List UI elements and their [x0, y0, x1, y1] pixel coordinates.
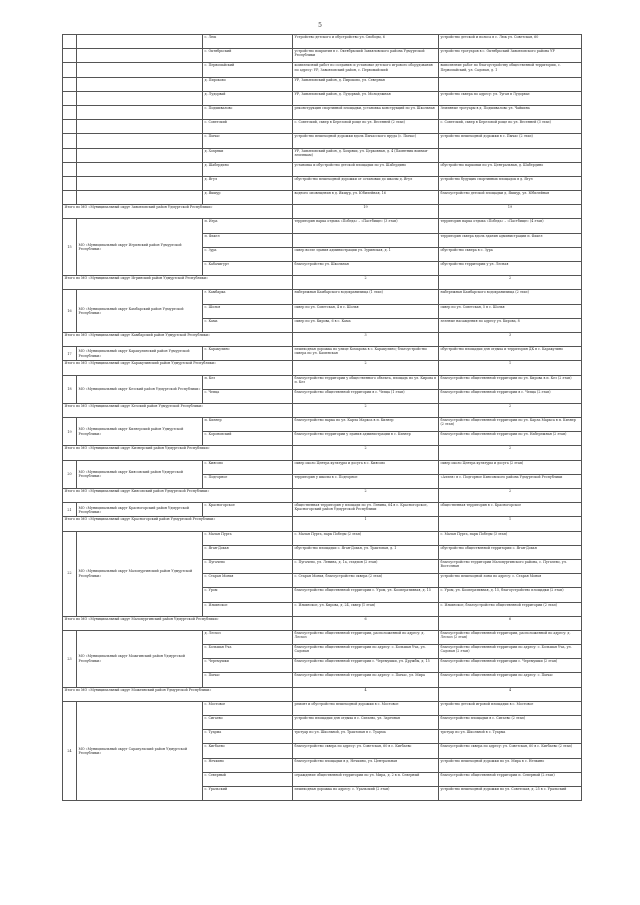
- works-2021: благоустройство площадки в д. Нечкино, ул. Центральная: [293, 758, 439, 772]
- total-label: Итого по МО «Муниципальный округ Каракулинский район Удмуртской Республики»: [63, 361, 293, 375]
- total-label: Итого по МО «Муниципальный округ Завьяловский район Удмуртской Республики»: [63, 205, 293, 219]
- works-2021: с. Старая Монья, благоустройство сквера (2 этап): [293, 574, 439, 588]
- table-row: [63, 630, 582, 644]
- total-row: [63, 403, 582, 417]
- total-count-2021: 3: [293, 332, 439, 346]
- total-label: Итого по МО «Муниципальный округ Игринский район Удмуртской Республики»: [63, 276, 293, 290]
- table-row: [63, 120, 582, 134]
- table-row: [63, 701, 582, 715]
- settlement-name: с. Шолья: [203, 304, 293, 318]
- total-count-2021: 4: [293, 687, 439, 701]
- table-row: [63, 191, 582, 205]
- total-count-2021: 2: [293, 403, 439, 417]
- works-2022: благоустройство общественной территории по ул. Кирова в п. Кез (2 этап): [439, 375, 582, 389]
- works-2021: благоустройство общественной территории с. Уром, ул. Кооперативная, д. 15: [293, 588, 439, 602]
- works-2022: устройство пешеходной зоны по адресу: с. Старая Монья: [439, 574, 582, 588]
- total-count-2022: 19: [439, 205, 582, 219]
- settlement-name: с. Мостовое: [203, 701, 293, 715]
- total-row: [63, 205, 582, 219]
- municipality-name: МО «Муниципальный округ Красногорский район Удмуртской Республики»: [77, 503, 203, 517]
- works-2021: ограждение общественной территории по ул. Мира, д. 2 в п. Северный: [293, 772, 439, 786]
- row-number: [63, 120, 77, 134]
- municipality-name: [77, 191, 203, 205]
- works-2022: обустройство площадки для отдыха и территория ДК в с. Каракулино: [439, 347, 582, 361]
- works-2021: с. Ильинское, ул. Кирова, д. 24, сквер (1 этап): [293, 602, 439, 616]
- total-count-2022: 4: [439, 687, 582, 701]
- works-2021: благоустройство общественной территории в с. Чепца (1 этап): [293, 389, 439, 403]
- total-label: Итого по МО «Муниципальный округ Красногорский район Удмуртской Республики»: [63, 517, 293, 531]
- row-number: 24: [63, 701, 77, 800]
- works-2021: устройство покрытия в с. Октябрьский Завьяловского района Удмуртской Республики: [293, 49, 439, 63]
- settlement-name: п. Игра: [203, 219, 293, 233]
- total-count-2021: 2: [293, 489, 439, 503]
- works-2021: обустройство пешеходной дорожки от остановки до школы д. Ягул: [293, 176, 439, 190]
- total-count-2021: 6: [293, 616, 439, 630]
- total-row: [63, 517, 582, 531]
- works-2022: устройство детской и полоса в с. Люк ул. Советская, 60: [439, 35, 582, 49]
- total-count-2021: 1: [293, 517, 439, 531]
- settlement-name: с. Туарма: [203, 730, 293, 744]
- row-number: 19: [63, 418, 77, 446]
- row-number: [63, 191, 77, 205]
- improvement-table: [62, 34, 582, 801]
- works-2022: «Аллея» в с. Подгорное Киясовского района Удмуртской Республики: [439, 474, 582, 488]
- works-2022: устройство сквера по адресу: ул. Тугая в Лудорвае: [439, 91, 582, 105]
- works-2021: реконструкция спортивной площадки, установка конструкций по ул. Школьная: [293, 105, 439, 119]
- municipality-name: МО «Муниципальный округ Каракулинский район Удмуртской Республики»: [77, 347, 203, 361]
- municipality-name: [77, 105, 203, 119]
- works-2021: благоустройство общественной территории с. Черемушки, ул. Дружбы, д. 15: [293, 659, 439, 673]
- settlement-name: с. Октябрьский: [203, 49, 293, 63]
- total-count-2022: 3: [439, 332, 582, 346]
- row-number: 17: [63, 347, 77, 361]
- total-row: [63, 446, 582, 460]
- works-2021: сквер около Центра культуры и досуга в с. Киясово: [293, 460, 439, 474]
- settlement-name: с. Красногорское: [203, 503, 293, 517]
- works-2022: выполнение работ по благоустройству общественной территории, с. Первомайский, ул. Садовая, д. 1: [439, 63, 582, 77]
- settlement-name: с. Киясово: [203, 460, 293, 474]
- row-number: [63, 162, 77, 176]
- municipality-name: МО «Муниципальный округ Игринский район Удмуртской Республики»: [77, 219, 203, 276]
- row-number: 20: [63, 460, 77, 488]
- works-2021: сквер возле здания администрации ул. Зуринская, д. 1: [293, 247, 439, 261]
- row-number: 15: [63, 219, 77, 276]
- total-row: [63, 332, 582, 346]
- table-row: [63, 503, 582, 517]
- settlement-name: п. Кез: [203, 375, 293, 389]
- row-number: [63, 35, 77, 49]
- works-2021: набережная Камбарского водохранилища (1 этап): [293, 290, 439, 304]
- works-2022: с. Малая Пурга, парк Победы (3 этап): [439, 531, 582, 545]
- total-row: [63, 616, 582, 630]
- total-count-2021: 19: [293, 205, 439, 219]
- table-row: [63, 176, 582, 190]
- works-2022: Земляные тротуары в д. Подшивалово ул. Чайкина: [439, 105, 582, 119]
- works-2021: УР, Завьяловский район, д. Пироково, ул. Северная: [293, 77, 439, 91]
- works-2022: благоустройство детской площадки д. Якшур, ул. Юбилейная: [439, 191, 582, 205]
- works-2022: благоустройство общественной территории п. Северный (2 этап): [439, 772, 582, 786]
- works-2021: тротуар по ул. Школьной, ул. Трактовая в с. Туарма: [293, 730, 439, 744]
- table-row: [63, 105, 582, 119]
- works-2021: благоустройство территории у здания администрации в с. Кизнер: [293, 432, 439, 446]
- works-2022: благоустройство общественной территории по адресу: с. Большая Уча, ул. Садовая (2 этап): [439, 645, 582, 659]
- works-2022: благоустройство общественной территории с. Черемушки (2 этап): [439, 659, 582, 673]
- works-2021: пешеходная дорожка по улице Комарова в с. Каракулино; благоустройство сквера по ул. Каменская: [293, 347, 439, 361]
- table-row: [63, 219, 582, 233]
- table-row: [63, 162, 582, 176]
- settlement-name: с. Зура: [203, 247, 293, 261]
- municipality-name: [77, 162, 203, 176]
- works-2021: с. Малая Пурга, парк Победы (2 этап): [293, 531, 439, 545]
- settlement-name: с. Северный: [203, 772, 293, 786]
- works-2021: Устройство детского и обустройство ул. Свободы, 6: [293, 35, 439, 49]
- page-number: 5: [318, 22, 322, 29]
- settlement-name: д. Пироково: [203, 77, 293, 91]
- row-number: [63, 49, 77, 63]
- settlement-name: с. Уром: [203, 588, 293, 602]
- table-row: [63, 460, 582, 474]
- municipality-name: [77, 63, 203, 77]
- settlement-name: с. Пычас: [203, 673, 293, 687]
- settlement-name: с. Малая Пурга: [203, 531, 293, 545]
- settlement-name: с. Советский: [203, 120, 293, 134]
- works-2021: с. Советский, сквер в Березовой роще по ул. Весенней (2 этап): [293, 120, 439, 134]
- table-row: [63, 375, 582, 389]
- works-2021: УР, Завьяловский район, д. Хохряки, ул. Церковная, д. 4 (Памятник воинам-землякам): [293, 148, 439, 162]
- works-2022: территория сквера вдоль здания администрации п. Факел: [439, 233, 582, 247]
- table-row: [63, 290, 582, 304]
- works-2022: с. Советский, сквер в Березовой роще по ул. Весенней (3 этап): [439, 120, 582, 134]
- settlement-name: с. Кабачигурт: [203, 262, 293, 276]
- works-2021: устройство площадки для отдыха в с. Сигаево, ул. Заречная: [293, 716, 439, 730]
- works-2021: благоустройство ул. Школьная: [293, 262, 439, 276]
- works-2021: благоустройство парка по ул. Карла Маркса в п. Кизнер: [293, 418, 439, 432]
- works-2022: благоустройство общественной территории в с. Чепца (2 этап): [439, 389, 582, 403]
- settlement-name: с. Нечкино: [203, 758, 293, 772]
- total-label: Итого по МО «Муниципальный округ Киясовский район Удмуртской Республики»: [63, 489, 293, 503]
- works-2021: благоустройство общественной территории по адресу: с. Большая Уча, ул. Садовая: [293, 645, 439, 659]
- settlement-name: д. Лудорвай: [203, 91, 293, 105]
- municipality-name: МО «Муниципальный округ Сарапульский район Удмуртской Республики»: [77, 701, 203, 800]
- municipality-name: МО «Муниципальный округ Кизнерский район Удмуртской Республики»: [77, 418, 203, 446]
- table-row: [63, 35, 582, 49]
- table-row: [63, 77, 582, 91]
- total-count-2022: 2: [439, 446, 582, 460]
- works-2022: [439, 77, 582, 91]
- row-number: 23: [63, 630, 77, 687]
- works-2021: обустройство площадки с. Яган-Докья, ул. Трактовая, д. 1: [293, 545, 439, 559]
- settlement-name: с. Большая Уча: [203, 645, 293, 659]
- works-2022: обустройство общественной территории с. Яган-Докья: [439, 545, 582, 559]
- row-number: 16: [63, 290, 77, 333]
- works-2021: территория у школы в с. Подгорное: [293, 474, 439, 488]
- row-number: [63, 63, 77, 77]
- works-2021: сквер по ул. Кирова, 6 в с. Кама: [293, 318, 439, 332]
- row-number: 18: [63, 375, 77, 403]
- works-2022: сквер около Центра культуры и досуга (2 этап): [439, 460, 582, 474]
- works-2022: благоустройство площадки в с. Сигаево (2 этап): [439, 716, 582, 730]
- works-2021: устройство пешеходной дорожки вдоль Пычасского пруда (с. Пычас): [293, 134, 439, 148]
- table-row: [63, 91, 582, 105]
- settlement-name: д. Лесхоз: [203, 630, 293, 644]
- row-number: [63, 176, 77, 190]
- municipality-name: МО «Муниципальный округ Камбарский район Удмуртской Республики»: [77, 290, 203, 333]
- works-2022: с. Ильинское, благоустройство общественной территории (2 этап): [439, 602, 582, 616]
- works-2022: устройство будущих спортивных площадок в д. Ягул: [439, 176, 582, 190]
- municipality-name: [77, 91, 203, 105]
- works-2022: обустройство парковки по ул. Центральная, д. Шабердино: [439, 162, 582, 176]
- settlement-name: с. Кигбаево: [203, 744, 293, 758]
- municipality-name: МО «Муниципальный округ Малопургинский район Удмуртской Республики»: [77, 531, 203, 616]
- works-2022: обустройство сквера в с. Зура: [439, 247, 582, 261]
- works-2022: устройство детской игровой площадки в с. Мостовое: [439, 701, 582, 715]
- works-2022: обустройство территории у ул. Лесная: [439, 262, 582, 276]
- settlement-name: с. Пычас: [203, 134, 293, 148]
- table-row: [63, 418, 582, 432]
- settlement-name: с. Кама: [203, 318, 293, 332]
- works-2021: территория парка отдыха «Победа» – «Пастбище» (3 этап): [293, 219, 439, 233]
- works-2022: благоустройство сквера по адресу: ул. Советская, 60 в с. Кигбаево (2 этап): [439, 744, 582, 758]
- total-label: Итого по МО «Муниципальный округ Камбарский район Удмуртской Республики»: [63, 332, 293, 346]
- row-number: [63, 105, 77, 119]
- total-count-2022: 2: [439, 489, 582, 503]
- works-2021: сквер по ул. Советская, 4 в с. Шолья: [293, 304, 439, 318]
- row-number: [63, 91, 77, 105]
- table-row: [63, 531, 582, 545]
- settlement-name: д. Шабердино: [203, 162, 293, 176]
- table-row: [63, 134, 582, 148]
- settlement-name: с. Подшивалово: [203, 105, 293, 119]
- works-2021: ремонт и обустройство пешеходной дорожки в с. Мостовое: [293, 701, 439, 715]
- works-2022: с. Уром, ул. Кооперативная, д. 15, благоустройство площадки (2 этап): [439, 588, 582, 602]
- settlement-name: с. Сигаево: [203, 716, 293, 730]
- total-count-2021: 2: [293, 446, 439, 460]
- settlement-name: с. Старая Монья: [203, 574, 293, 588]
- municipality-name: [77, 134, 203, 148]
- works-2021: установка и обустройство детской площадки по ул. Шабердино: [293, 162, 439, 176]
- municipality-name: [77, 49, 203, 63]
- settlement-name: с. Подгорное: [203, 474, 293, 488]
- total-label: Итого по МО «Муниципальный округ Можгинский район Удмуртской Республики»: [63, 687, 293, 701]
- municipality-name: [77, 176, 203, 190]
- works-2022: набережная Камбарского водохранилища (2 этап): [439, 290, 582, 304]
- total-label: Итого по МО «Муниципальный округ Кизнерский район Удмуртской Республики»: [63, 446, 293, 460]
- works-2021: благоустройство общественной территории, расположенной по адресу: д. Лесхоз: [293, 630, 439, 644]
- total-row: [63, 687, 582, 701]
- total-row: [63, 361, 582, 375]
- works-2021: водного оповещения в д. Якшур, ул. Юбилейная, 16: [293, 191, 439, 205]
- municipality-name: МО «Муниципальный округ Киясовский район Удмуртской Республики»: [77, 460, 203, 488]
- total-count-2022: 1: [439, 517, 582, 531]
- table-row: [63, 148, 582, 162]
- row-number: 21: [63, 503, 77, 517]
- total-row: [63, 489, 582, 503]
- table-row: [63, 49, 582, 63]
- works-2022: общественная территория в с. Красногорское: [439, 503, 582, 517]
- row-number: 22: [63, 531, 77, 616]
- settlement-name: с. Пугачево: [203, 559, 293, 573]
- works-2022: благоустройство общественной территории по адресу: с. Пычас: [439, 673, 582, 687]
- total-label: Итого по МО «Муниципальный округ Малопургинский район Удмуртской Республики»: [63, 616, 293, 630]
- settlement-name: д. Якшур: [203, 191, 293, 205]
- row-number: [63, 134, 77, 148]
- settlement-name: с. Первомайский: [203, 63, 293, 77]
- settlement-name: с. Уральский: [203, 786, 293, 800]
- settlement-name: д. Хохряки: [203, 148, 293, 162]
- works-2021: УР, Завьяловский район, д. Лудорвай, ул. Молодежная: [293, 91, 439, 105]
- works-2022: зеленые насаждения по адресу ул. Кирова, 8: [439, 318, 582, 332]
- municipality-name: МО «Муниципальный округ Можгинский район Удмуртской Республики»: [77, 630, 203, 687]
- works-2022: устройство пешеходной дорожки по ул. Советская, д. 25 в с. Уральский: [439, 786, 582, 800]
- settlement-name: с. Каракулино: [203, 347, 293, 361]
- total-count-2022: 6: [439, 616, 582, 630]
- row-number: [63, 77, 77, 91]
- total-count-2022: 1: [439, 361, 582, 375]
- settlement-name: с. Яган-Докья: [203, 545, 293, 559]
- works-2021: [293, 233, 439, 247]
- municipality-name: [77, 148, 203, 162]
- works-2021: комплексный работ по созданию и установке детского игрового оборудования по адресу: УР, Завьяловский район, с. Первомайский: [293, 63, 439, 77]
- table-body: [63, 35, 582, 801]
- total-count-2021: 2: [293, 276, 439, 290]
- settlement-name: г. Камбарка: [203, 290, 293, 304]
- total-count-2022: 2: [439, 276, 582, 290]
- settlement-name: п. Кизнер: [203, 418, 293, 432]
- settlement-name: п. Факел: [203, 233, 293, 247]
- total-count-2021: 2: [293, 361, 439, 375]
- works-2021: благоустройство сквера по адресу: ул. Советская, 60 в с. Кигбаево: [293, 744, 439, 758]
- settlement-name: с. Ильинское: [203, 602, 293, 616]
- settlement-name: с. Чепца: [203, 389, 293, 403]
- municipality-name: [77, 35, 203, 49]
- settlement-name: с. Короновский: [203, 432, 293, 446]
- settlement-name: с. Черемушки: [203, 659, 293, 673]
- works-2022: благоустройство общественной территории, расположенной по адресу: д. Лесхоз (2 этап): [439, 630, 582, 644]
- works-2021: с. Пугачево, ул. Ленина, д. 1а, стадион (2 этап): [293, 559, 439, 573]
- works-2022: территория парка отдыха «Победа» – «Пастбище» (4 этап): [439, 219, 582, 233]
- settlement-name: д. Ягул: [203, 176, 293, 190]
- row-number: [63, 148, 77, 162]
- table-row: [63, 347, 582, 361]
- works-2021: пешеходная дорожка по адресу: с. Уральский (2 этап): [293, 786, 439, 800]
- works-2022: устройство тротуаров в с. Октябрьский Завьяловского района УР: [439, 49, 582, 63]
- works-2022: благоустройство общественной территории по ул. Карла Маркса в п. Кизнер (2 этап): [439, 418, 582, 432]
- municipality-name: [77, 77, 203, 91]
- table-row: [63, 63, 582, 77]
- municipality-name: МО «Муниципальный округ Кезский район Удмуртской Республики»: [77, 375, 203, 403]
- municipality-name: [77, 120, 203, 134]
- works-2022: [439, 148, 582, 162]
- works-2022: сквер по ул. Советская, 5 в с. Шолья: [439, 304, 582, 318]
- settlement-name: с. Люк: [203, 35, 293, 49]
- works-2021: общественная территория у площади по ул. Ленина, 64 в с. Красногорское, Красногорский район Удмуртской Республики: [293, 503, 439, 517]
- works-2022: устройство пешеходной дорожки в с. Пычас (2 этап): [439, 134, 582, 148]
- works-2022: благоустройство территории Малопургинского района, с. Пугачево, ул. Восточная: [439, 559, 582, 573]
- total-row: [63, 276, 582, 290]
- works-2021: благоустройство территории у общественного объекта, площадь по ул. Кирова в п. Кез: [293, 375, 439, 389]
- total-label: Итого по МО «Муниципальный округ Кезский район Удмуртской Республики»: [63, 403, 293, 417]
- works-2022: благоустройство общественной территории по ул. Набережная (2 этап): [439, 432, 582, 446]
- works-2021: благоустройство общественной территории по адресу: с. Пычас, ул. Мира: [293, 673, 439, 687]
- works-2022: тротуар по ул. Школьной в с. Туарма: [439, 730, 582, 744]
- total-count-2022: 2: [439, 403, 582, 417]
- works-2022: устройство пешеходной дорожки по ул. Мира в с. Нечкино: [439, 758, 582, 772]
